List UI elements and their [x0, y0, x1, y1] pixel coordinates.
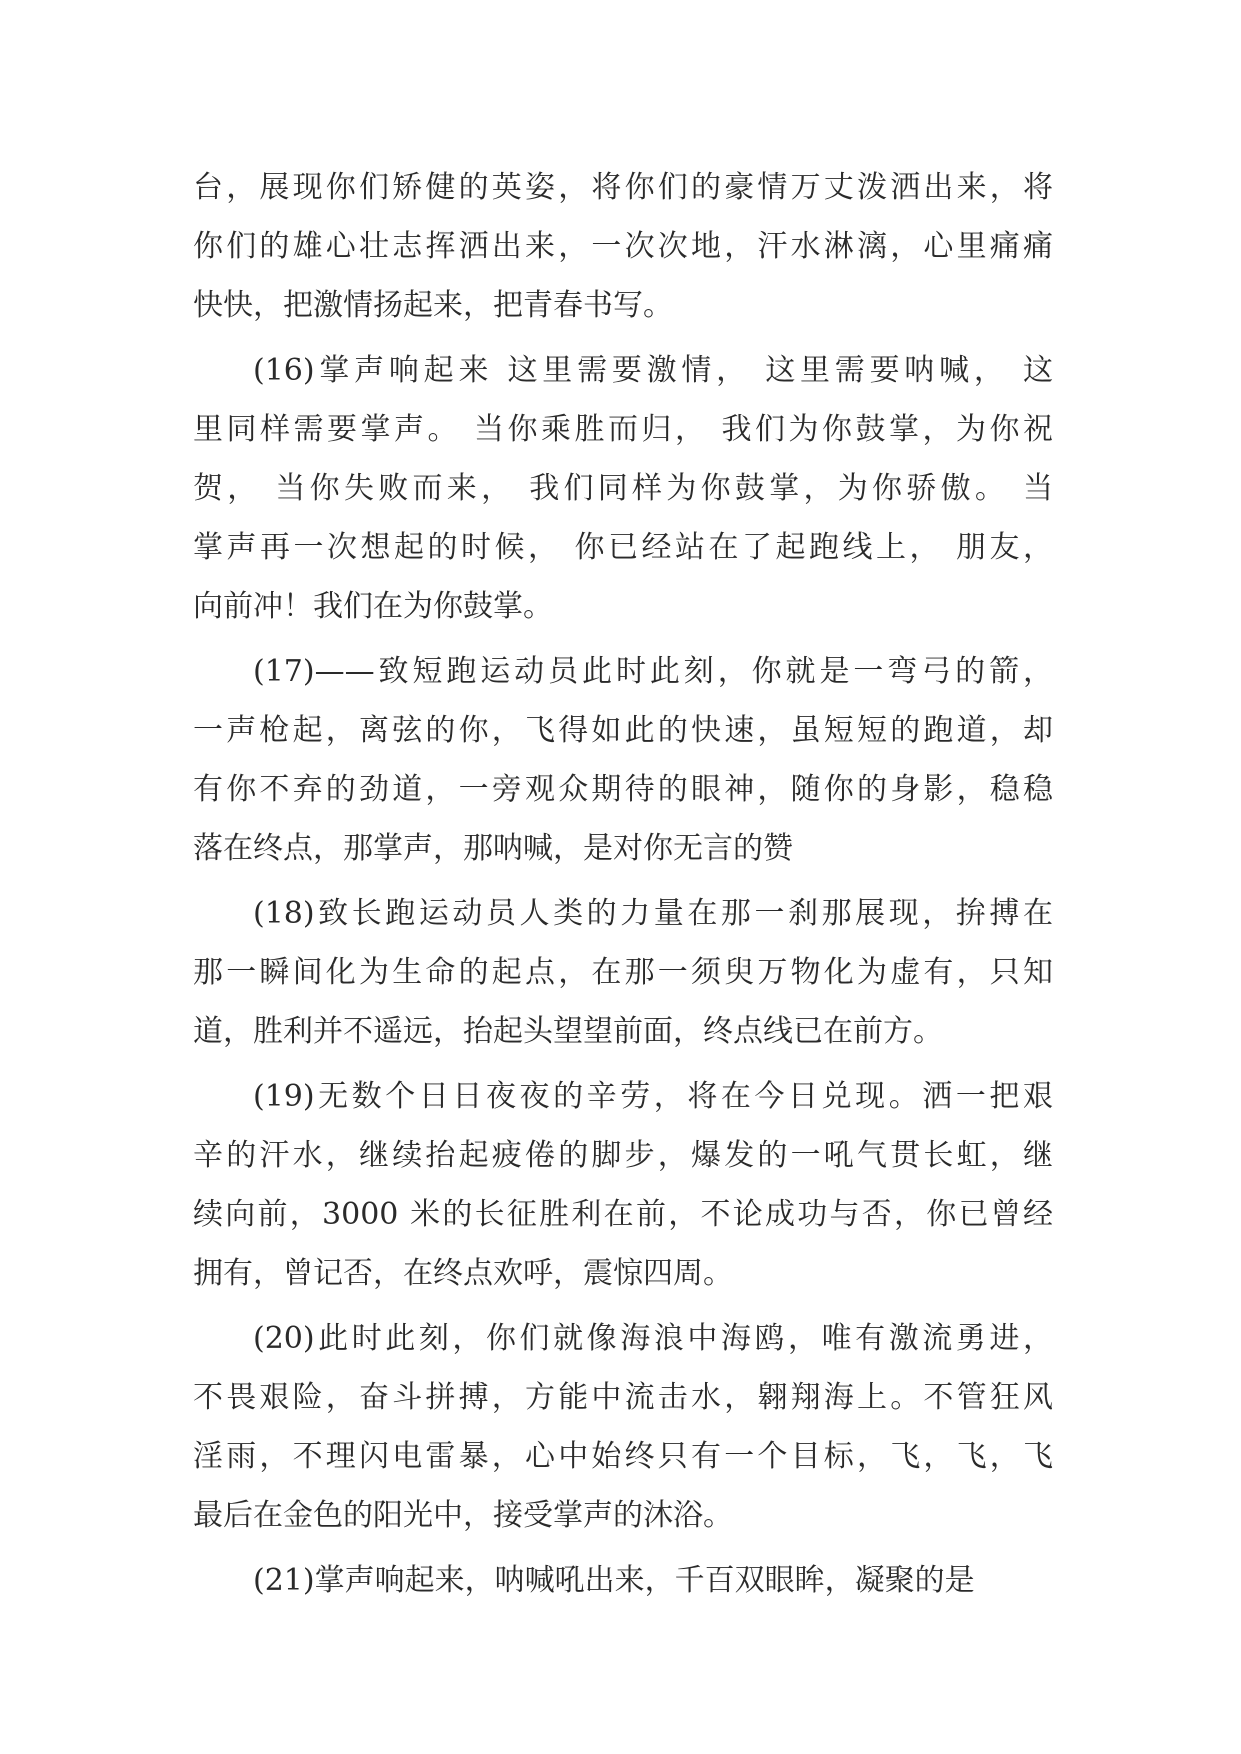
text-line: 辛的汗水，继续抬起疲倦的脚步，爆发的一吼气贯长虹，继 — [193, 1138, 1053, 1173]
text-line: 贺， 当你失败而来， 我们同样为你鼓掌，为你骄傲。 当 — [193, 471, 1053, 506]
paragraph-20 — [193, 1309, 1053, 1545]
paragraph-17 — [193, 642, 1053, 878]
text-line: 掌声再一次想起的时候， 你已经站在了起跑线上， 朋友， — [193, 530, 1053, 565]
text-line: 里同样需要掌声。 当你乘胜而归， 我们为你鼓掌，为你祝 — [193, 412, 1053, 447]
text-line: (20)此时此刻，你们就像海浪中海鸥，唯有激流勇进， — [253, 1321, 1053, 1356]
text-line: 道，胜利并不遥远，抬起头望望前面，终点线已在前方。 — [193, 1014, 943, 1049]
text-line: 淫雨，不理闪电雷暴，心中始终只有一个目标，飞，飞，飞 — [193, 1439, 1053, 1474]
document-page — [193, 158, 1053, 1616]
text-line: 你们的雄心壮志挥洒出来，一次次地，汗水淋漓，心里痛痛 — [193, 229, 1053, 264]
paragraph-19 — [193, 1067, 1053, 1303]
text-line: 有你不弃的劲道，一旁观众期待的眼神，随你的身影，稳稳 — [193, 772, 1053, 807]
text-line: (18)致长跑运动员人类的力量在那一刹那展现，拚搏在 — [253, 896, 1053, 931]
text-line: (21)掌声响起来，呐喊吼出来，千百双眼眸，凝聚的是 — [253, 1563, 975, 1598]
text-line: 那一瞬间化为生命的起点，在那一须臾万物化为虚有，只知 — [193, 955, 1053, 990]
text-line: 向前冲！我们在为你鼓掌。 — [193, 589, 553, 624]
text-line: 最后在金色的阳光中，接受掌声的沐浴。 — [193, 1498, 733, 1533]
text-line: 续向前，3000 米的长征胜利在前，不论成功与否，你已曾经 — [193, 1197, 1053, 1232]
text-line: 快快，把激情扬起来，把青春书写。 — [193, 288, 673, 323]
paragraph-21 — [193, 1551, 1053, 1610]
text-line: 落在终点，那掌声，那呐喊，是对你无言的赞 — [193, 831, 793, 866]
text-line: 台，展现你们矫健的英姿，将你们的豪情万丈泼洒出来，将 — [193, 170, 1053, 205]
paragraph-18 — [193, 884, 1053, 1061]
text-line: (19)无数个日日夜夜的辛劳，将在今日兑现。洒一把艰 — [253, 1079, 1053, 1114]
text-line: (17)——致短跑运动员此时此刻，你就是一弯弓的箭， — [253, 654, 1053, 689]
paragraph-continuation — [193, 158, 1053, 335]
text-line: 不畏艰险，奋斗拼搏，方能中流击水，翱翔海上。不管狂风 — [193, 1380, 1053, 1415]
paragraph-16 — [193, 341, 1053, 636]
text-line: 一声枪起，离弦的你，飞得如此的快速，虽短短的跑道，却 — [193, 713, 1053, 748]
text-line: (16)掌声响起来 这里需要激情， 这里需要呐喊， 这 — [253, 353, 1053, 388]
text-line: 拥有，曾记否，在终点欢呼，震惊四周。 — [193, 1256, 733, 1291]
